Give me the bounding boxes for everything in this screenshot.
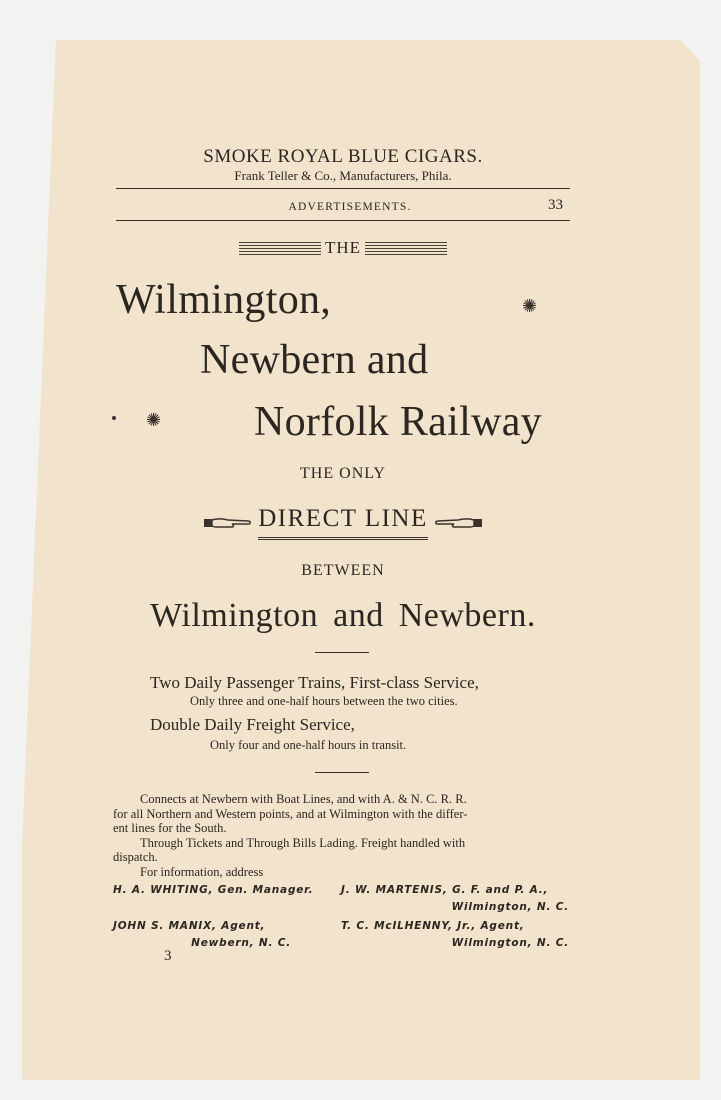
divider-rule [315, 772, 369, 773]
ornament-lines-left [239, 242, 321, 255]
freight-service: Double Daily Freight Service, [150, 715, 355, 734]
text-line: Connects at Newbern with Boat Lines, and with A. & N. C. R. R. [140, 792, 467, 806]
freight-service-note: Only four and one-half hours in transit. [210, 738, 407, 752]
contact-manix: JOHN S. MANIX, Agent, [113, 920, 266, 932]
direct-line-banner [0, 505, 686, 540]
contact-mcilhenny-city: Wilmington, N. C. [451, 937, 569, 949]
connections-paragraph [113, 792, 573, 879]
direct-line-text: DIRECT LINE [258, 505, 428, 540]
passenger-service-note: Only three and one-half hours between the two cities. [190, 694, 458, 708]
footer-number: 3 [164, 948, 172, 964]
asterism-icon: ✺ [522, 296, 538, 316]
the-label: THE [324, 238, 362, 257]
contact-whiting: H. A. WHITING, Gen. Manager. [113, 884, 314, 896]
passenger-service: Two Daily Passenger Trains, First-class Service, [150, 673, 479, 692]
contact-mcilhenny: T. C. McILHENNY, Jr., Agent, [341, 920, 525, 932]
header-rule-top [116, 188, 570, 189]
cigar-ad-heading: SMOKE ROYAL BLUE CIGARS. [203, 146, 483, 167]
text-line: dispatch. [113, 850, 158, 864]
text-line: ent lines for the South. [113, 821, 227, 835]
text-line: for all Northern and Western points, and at Wilmington with the differ- [113, 806, 468, 821]
section-label: ADVERTISEMENTS. [288, 201, 412, 213]
ornament-lines-right [365, 242, 447, 255]
contact-martenis: J. W. MARTENIS, G. F. and P. A., [341, 884, 549, 896]
the-banner [0, 238, 686, 258]
title-line-3: Norfolk Railway [254, 399, 542, 445]
the-only-label: THE ONLY [300, 465, 386, 482]
text-line: Through Tickets and Through Bills Lading. Freight handled with [140, 835, 466, 850]
title-line-1: Wilmington, [116, 277, 332, 323]
divider-rule [315, 652, 369, 653]
pointing-hand-left-icon [434, 515, 484, 531]
pointing-hand-right-icon [202, 515, 252, 531]
ornament-dot [112, 416, 116, 420]
asterism-icon: ✺ [146, 410, 162, 430]
route-heading: Wilmington and Newbern. [150, 597, 536, 634]
contact-manix-city: Newbern, N. C. [191, 937, 291, 949]
cigar-ad-maker: Frank Teller & Co., Manufacturers, Phila. [234, 168, 452, 183]
page-number: 33 [548, 197, 563, 213]
text-line: For information, address [140, 864, 264, 879]
title-line-2: Newbern and [200, 337, 429, 383]
header-rule-bottom [116, 220, 570, 221]
between-label: BETWEEN [301, 562, 385, 579]
contact-martenis-city: Wilmington, N. C. [451, 901, 569, 913]
